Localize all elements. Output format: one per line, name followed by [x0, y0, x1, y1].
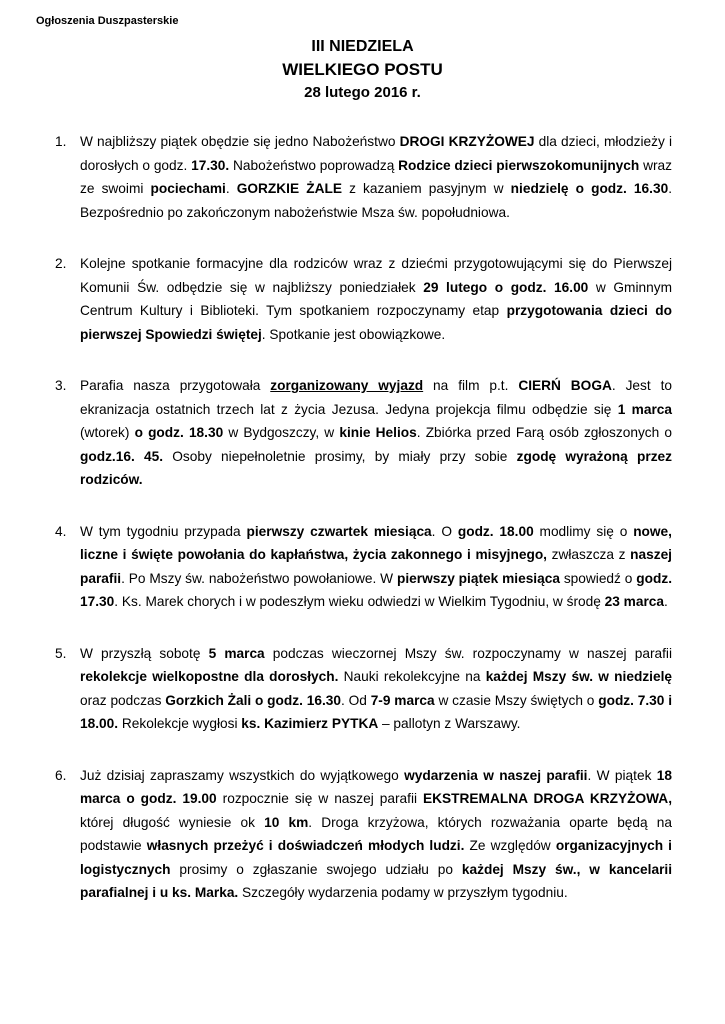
bold-text-segment: godz.16. 45.: [80, 448, 164, 464]
text-segment: w Gminnym Centrum Kultury i Biblioteki. Tym spotkaniem rozpoczynamy etap: [80, 279, 672, 318]
text-segment: rozpocznie się w naszej parafii: [216, 791, 424, 806]
announcement-item: [0, 130, 725, 224]
bold-text-segment: godz. 17.30: [80, 570, 672, 609]
text-segment: Rekolekcje wygłosi: [118, 716, 242, 731]
bold-text-segment: EKSTREMALNA DROGA KRZYŻOWA,: [423, 791, 672, 806]
bold-text-segment: rekolekcje wielkopostne dla dorosłych.: [80, 669, 339, 684]
bold-text-segment: pierwszy czwartek miesiąca: [246, 523, 432, 539]
bold-text-segment: przygotowania dzieci do pierwszej Spowiedzi świętej: [80, 303, 673, 342]
announcement-item: [0, 520, 725, 614]
title-line-1: [0, 36, 725, 58]
bold-text-segment: godz. 18.00: [457, 523, 534, 539]
text-segment: – pallotyn z Warszawy.: [378, 716, 521, 731]
text-segment: . Od: [340, 692, 371, 708]
bold-text-segment: GORZKIE ŻALE: [236, 181, 342, 196]
bold-text-segment: niedzielę o godz. 16.30: [510, 181, 669, 196]
bold-text-segment: nowe, liczne i święte powołania do kapłaństwa, życia zakonnego i misyjnego,: [80, 523, 672, 562]
title-date: 28 lutego 2016 r.: [304, 84, 421, 101]
announcement-item: [0, 764, 725, 905]
text-segment: . Ks. Marek chorych i w podeszłym wieku odwiedzi w Wielkim Tygodniu, w środę: [114, 594, 605, 609]
text-segment: . Po Mszy św. nabożeństwo powołaniowe. W: [121, 570, 397, 586]
text-segment: Ze względów: [464, 838, 556, 853]
bold-text-segment: 29 lutego o godz. 16.00: [423, 279, 589, 295]
announcement-item: [0, 374, 725, 492]
item-number: 4.: [55, 523, 67, 539]
title-niedziela: NIEDZIELA: [329, 38, 414, 55]
text-segment: podczas wieczornej Mszy św. rozpoczynamy w naszej parafii: [264, 645, 672, 661]
bold-text-segment: 18 marca o godz. 19.00: [80, 767, 672, 806]
bold-text-segment: 10 km: [264, 814, 309, 830]
item-number: 6.: [55, 767, 67, 783]
text-segment: modlimy się o: [533, 523, 634, 539]
announcement-item: [0, 642, 725, 736]
bold-text-segment: pierwszy piątek miesiąca: [396, 570, 560, 586]
title-roman-numeral: III: [311, 38, 325, 55]
bold-text-segment: godz. 7.30 i 18.00.: [80, 692, 673, 731]
bold-text-segment: 7-9 marca: [370, 692, 435, 708]
bold-text-segment: 1 marca: [617, 401, 673, 417]
bold-text-segment: o godz. 18.30: [134, 425, 224, 440]
text-segment: której długość wyniesie ok: [80, 814, 265, 830]
bold-text-segment: Gorzkich Żali o godz. 16.30: [165, 692, 341, 708]
text-segment: dla dzieci, młodzieży i dorosłych o godz.: [80, 134, 672, 173]
text-segment: . Spotkanie jest obowiązkowe.: [261, 326, 446, 342]
text-segment: na film p.t.: [423, 378, 519, 393]
item-number: 3.: [55, 378, 67, 393]
header-label: Ogłoszenia Duszpasterskie: [36, 15, 179, 27]
text-segment: z kazaniem pasyjnym w: [341, 181, 511, 196]
bold-text-segment: naszej parafii: [80, 547, 672, 586]
announcement-item: [0, 252, 725, 346]
text-segment: Kolejne spotkanie formacyjne dla rodziców wraz z dziećmi przygotowującymi się do Pierwszej Komunii Św. odbędzie się w najbliższy poniedziałek: [80, 256, 672, 295]
text-segment: w Bydgoszczy, w: [223, 425, 340, 440]
bold-text-segment: 17.30.: [191, 157, 230, 173]
bold-text-segment: każdej Mszy św., w kancelarii parafialnej i u ks. Marka.: [80, 861, 672, 900]
text-segment: Szczegóły wydarzenia podamy w przyszłym tygodniu.: [238, 885, 568, 900]
text-segment: . Droga krzyżowa, których rozważania oparte będą na podstawie: [80, 814, 673, 853]
text-segment: Osoby niepełnoletnie prosimy, by miały przy sobie: [163, 448, 517, 464]
bold-text-segment: pociechami: [150, 181, 226, 196]
bold-text-segment: 5 marca: [208, 645, 265, 661]
text-segment: w czasie Mszy świętych o: [434, 692, 599, 708]
text-segment: prosimy o zgłaszanie swojego udziału po: [170, 861, 462, 877]
text-segment: .: [225, 181, 237, 196]
text-segment: . Zbiórka przed Farą osób zgłoszonych o: [416, 425, 673, 440]
text-segment: wraz ze swoimi: [80, 157, 672, 196]
bold-text-segment: każdej Mszy św. w niedzielę: [485, 669, 672, 684]
text-segment: W najbliższy piątek obędzie się jedno Nabożeństwo: [80, 134, 400, 149]
bold-text-segment: DROGI KRZYŻOWEJ: [399, 134, 535, 149]
bold-text-segment: własnych przeżyć i doświadczeń młodych ludzi.: [146, 838, 465, 853]
bold-text-segment: ks. Kazimierz PYTKA: [241, 716, 379, 731]
text-segment: .: [664, 594, 668, 609]
text-segment: . O: [431, 523, 458, 539]
item-number: 2.: [55, 256, 67, 271]
text-segment: zwłaszcza z: [546, 547, 631, 562]
bold-text-segment: kinie Helios: [339, 425, 417, 440]
text-segment: Nauki rekolekcyjne na: [338, 669, 486, 684]
text-segment: Nabożeństwo poprowadzą: [229, 157, 399, 173]
text-segment: Parafia nasza przygotowała: [80, 378, 271, 393]
announcement-list: [0, 130, 725, 933]
item-number: 1.: [55, 134, 67, 149]
bold-text-segment: zorganizowany wyjazd: [270, 378, 424, 393]
text-segment: . Jest to ekranizacja ostatnich trzech lat z życia Jezusa. Jedyna projekcja filmu odbędzie się: [80, 378, 673, 417]
text-segment: spowiedź o: [559, 570, 637, 586]
title-line-2: WIELKIEGO POSTU: [282, 60, 443, 79]
text-segment: (wtorek): [80, 425, 135, 440]
bold-text-segment: 23 marca: [604, 594, 665, 609]
bold-text-segment: organizacyjnych i logistycznych: [80, 838, 672, 877]
bold-text-segment: zgodę wyrażoną przez rodziców.: [80, 448, 672, 487]
bold-text-segment: wydarzenia w naszej parafii: [404, 767, 588, 783]
text-segment: oraz podczas: [80, 692, 166, 708]
bold-text-segment: Rodzice dzieci pierwszokomunijnych: [398, 157, 640, 173]
bold-text-segment: CIERŃ BOGA: [518, 378, 612, 393]
text-segment: W tym tygodniu przypada: [80, 523, 247, 539]
text-segment: . W piątek: [587, 767, 657, 783]
title-block: [0, 36, 725, 104]
item-number: 5.: [55, 645, 67, 661]
text-segment: Już dzisiaj zapraszamy wszystkich do wyjątkowego: [80, 767, 405, 783]
text-segment: . Bezpośrednio po zakończonym nabożeństwie Msza św. popołudniowa.: [80, 181, 672, 220]
text-segment: W przyszłą sobotę: [80, 645, 209, 661]
